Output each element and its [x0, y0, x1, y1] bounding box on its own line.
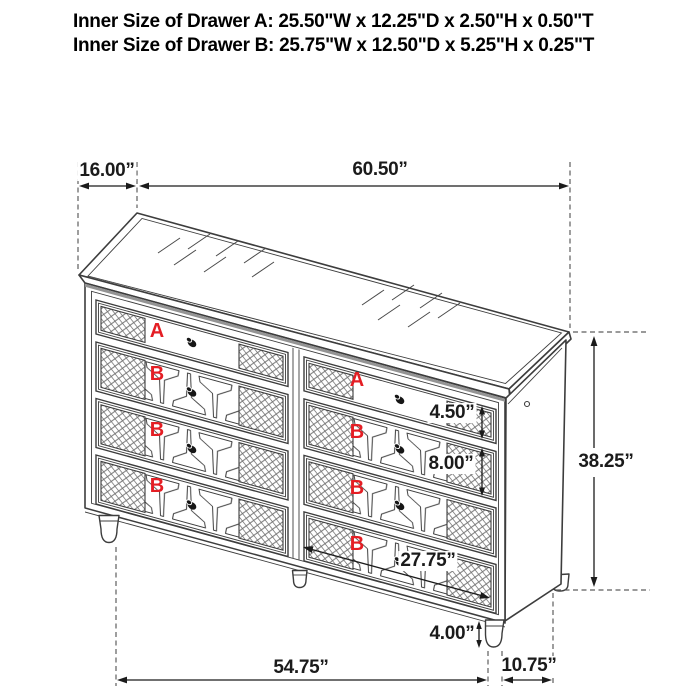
- dim-drawer-b-height: 8.00”: [428, 453, 474, 475]
- dim-top-width: 60.50”: [352, 159, 408, 181]
- label-drawer-right-a: A: [349, 369, 365, 391]
- drawer-b-inner-size: Inner Size of Drawer B: 25.75"W x 12.50"D x 5.25"H x 0.25"T: [73, 34, 595, 56]
- label-drawer-right-b1: B: [349, 421, 365, 443]
- center-leg: [293, 571, 308, 588]
- label-drawer-left-b2: B: [149, 419, 165, 441]
- dim-top-depth: 16.00”: [79, 160, 135, 182]
- label-drawer-right-b3: B: [349, 533, 365, 555]
- front-left-leg: [99, 516, 119, 543]
- drawer-a-inner-size: Inner Size of Drawer A: 25.50"W x 12.25"D x 2.50"H x 0.50"T: [73, 11, 594, 32]
- dim-drawer-a-height: 4.50”: [429, 402, 475, 424]
- side-pin-hole: [525, 402, 530, 407]
- dim-drawer-width: 27.75”: [400, 550, 456, 572]
- label-drawer-right-b2: B: [349, 477, 365, 499]
- label-drawer-left-a: A: [149, 320, 165, 342]
- front-right-leg: [486, 620, 505, 647]
- label-drawer-left-b3: B: [149, 475, 165, 497]
- dim-overall-height: 38.25”: [578, 451, 634, 473]
- dim-base-width: 54.75”: [273, 657, 329, 679]
- label-drawer-left-b1: B: [149, 363, 165, 385]
- title-block: [73, 10, 594, 57]
- dim-leg-height: 4.00”: [429, 623, 475, 645]
- dim-base-side-depth: 10.75”: [501, 655, 557, 677]
